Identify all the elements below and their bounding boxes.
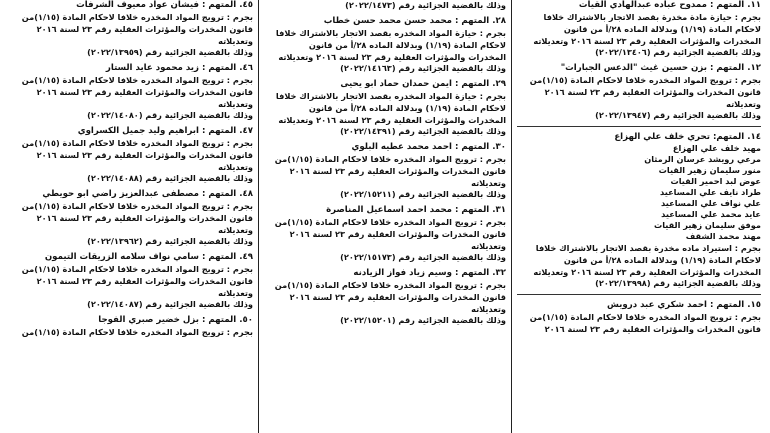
defendant-group bbox=[517, 132, 761, 289]
co-defendant-name: موفق سليمان زهير القيات bbox=[653, 220, 761, 230]
defendant-name: ٤٦. المتهم : زيد محمود عايد الستار bbox=[105, 63, 253, 73]
case-reference: وذلك بالقضية الجزائية رقم (٢٠٢٢/١٥٢٠١) bbox=[340, 315, 506, 325]
co-defendant-name: مرعي رويشد عرسان الرمثان bbox=[644, 154, 761, 164]
charge-text: قانون المخدرات والمؤثرات العقلية رقم ٢٣ لسنة ٢٠١٦ bbox=[544, 87, 761, 97]
case-reference: وذلك بالقضية الجزائية رقم (٢٠٢٢/١٤٠٨٧) bbox=[87, 299, 253, 309]
charge-text: المخدرات والمؤثرات العقلية رقم ٢٣ لسنة ٢٠١٦ وتعديلاته bbox=[278, 52, 506, 62]
defendant-entry bbox=[264, 79, 506, 137]
defendant-entry bbox=[264, 142, 506, 200]
charge-text: وتعديلاته bbox=[471, 241, 506, 251]
defendant-name: ٣١. المتهم : محمد احمد اسماعيل المناصرة bbox=[326, 205, 506, 215]
defendant-name: ١١. المتهم : ممدوح عباده عبدالهادي القيات bbox=[578, 0, 761, 10]
defendant-name: ٢٨. المتهم : محمد حسن محمد حسن خطاب bbox=[323, 16, 506, 26]
column-left bbox=[4, 0, 258, 433]
defendant-entry bbox=[264, 16, 506, 74]
charge-text: لاحكام المادة (١/١٩) وبدلالة الماده ٢٨/أ من قانون bbox=[308, 103, 506, 113]
charge-text: بجرم : ترويج المواد المخدره خلافا لاحكام المادة (١/١٥)من bbox=[21, 201, 253, 211]
charge-text: وتعديلاته bbox=[218, 162, 253, 172]
column-right bbox=[512, 0, 766, 433]
co-defendant-name: عوض لبد احمير القيات bbox=[670, 176, 761, 186]
defendant-name: ٤٨. المتهم : مصطفى عبدالعزيز راضي ابو حويطي bbox=[42, 189, 253, 199]
charge-text: بجرم : ترويج المواد المخدره خلافا لاحكام المادة (١/١٥)من bbox=[21, 264, 253, 274]
charge-text: وتعديلاته bbox=[218, 288, 253, 298]
case-reference: وذلك بالقضية الجزائية رقم (٢٠٢٢/١٤٣٩١) bbox=[340, 126, 506, 136]
defendant-name: ٣٠. المتهم : احمد محمد عطيه البلوي bbox=[351, 142, 506, 152]
charge-text: بجرم : ترويج المواد المخدره خلافا لاحكام المادة (١/١٥)من bbox=[529, 75, 761, 85]
defendant-entry bbox=[517, 63, 761, 121]
case-reference: وذلك بالقضية الجزائية رقم (٢٠٢٢/١٣٩٤٧) bbox=[595, 110, 761, 120]
charge-text: وتعديلاته bbox=[471, 304, 506, 314]
defendant-name: ٢٩. المتهم : ايمن حمدان حماد ابو يحيى bbox=[340, 79, 506, 89]
charge-text: قانون المخدرات والمؤثرات العقلية رقم ٢٣ لسنة ٢٠١٦ bbox=[289, 229, 506, 239]
charge-text: وتعديلاته bbox=[471, 178, 506, 188]
defendant-entry bbox=[9, 0, 253, 58]
charge-text: قانون المخدرات والمؤثرات العقلية رقم ٢٣ لسنة ٢٠١٦ bbox=[36, 213, 253, 223]
charge-text: قانون المخدرات والمؤثرات العقلية رقم ٢٣ لسنة ٢٠١٦ bbox=[544, 324, 761, 334]
defendant-entry bbox=[517, 0, 761, 58]
charge-text: قانون المخدرات والمؤثرات العقلية رقم ٢٣ لسنة ٢٠١٦ bbox=[289, 166, 506, 176]
case-reference: وذلك بالقضية الجزائية رقم (٢٠٢٢/١٣٩٦٢) bbox=[87, 236, 253, 246]
column-middle bbox=[258, 0, 512, 433]
defendant-name: ١٢. المتهم : بزن حسين غيث "الدعس الجبارات" bbox=[560, 63, 761, 73]
defendant-entry bbox=[264, 268, 506, 326]
co-defendant-name: مهند محمد الشقف bbox=[685, 231, 761, 241]
charge-text: قانون المخدرات والمؤثرات العقلية رقم ٢٣ لسنة ٢٠١٦ bbox=[36, 24, 253, 34]
defendant-name: ٣٢. المتهم : وسيم زياد فواز الزيادنه bbox=[353, 268, 506, 278]
section-divider bbox=[517, 294, 761, 295]
case-reference: وذلك بالقضية الجزائية رقم (٢٠٢٢/١٤٧٣) bbox=[345, 0, 506, 10]
defendant-entry bbox=[264, 205, 506, 263]
charge-text: وتعديلاته bbox=[726, 99, 761, 109]
defendant-entry bbox=[517, 300, 761, 335]
defendant-name: ٤٩. المتهم : سامي نواف سلامه الزريقات التيمون bbox=[44, 252, 253, 262]
charge-text: لاحكام المادة (١/١٩) وبدلالة الماده ٢٨/أ من قانون bbox=[563, 24, 761, 34]
charge-text: بجرم : ترويج المواد المخدره خلافا لاحكام المادة (١/١٥)من bbox=[21, 138, 253, 148]
defendant-name: ١٥. المتهم : احمد شكري عبد درويش bbox=[607, 300, 761, 310]
defendant-entry bbox=[9, 63, 253, 121]
charge-text: وتعديلاته bbox=[218, 225, 253, 235]
case-reference: وذلك بالقضية الجزائية رقم (٢٠٢٢/١٥٢١١) bbox=[340, 189, 506, 199]
case-reference: وذلك بالقضية الجزائية رقم (٢٠٢٢/١٥١٧٣) bbox=[340, 252, 506, 262]
case-reference: وذلك بالقضية الجزائية رقم (٢٠٢٢/١٤٠٨٨) bbox=[87, 173, 253, 183]
charge-text: بجرم : ترويج المواد المخدره خلافا لاحكام المادة (١/١٥)من bbox=[274, 280, 506, 290]
charge-text: لاحكام المادة (١/١٩) وبدلالة الماده ٢٨/أ من قانون bbox=[308, 40, 506, 50]
charge-text: قانون المخدرات والمؤثرات العقلية رقم ٢٣ لسنة ٢٠١٦ bbox=[36, 87, 253, 97]
co-defendant-name: علي نواف علي المساعيد bbox=[661, 198, 761, 208]
defendant-entry bbox=[264, 0, 506, 11]
charge-text: المخدرات والمؤثرات العقلية رقم ٢٣ لسنة ٢٠١٦ وتعديلاته bbox=[533, 267, 761, 277]
charge-text: بجرم : ترويج المواد المخدره خلافا لاحكام المادة (١/١٥)من bbox=[529, 312, 761, 322]
co-defendant-name: مهيد خلف علي الهزاع bbox=[672, 143, 761, 153]
case-reference: وذلك بالقضية الجزائية رقم (٢٠٢٢/١٣٩٩٨) bbox=[595, 278, 761, 288]
defendant-entry bbox=[9, 189, 253, 247]
co-defendant-name: منور سليمان زهير القيات bbox=[658, 165, 761, 175]
charge-text: المخدرات والمؤثرات العقلية رقم ٢٣ لسنة ٢٠١٦ وتعديلاته bbox=[278, 115, 506, 125]
charge-text: بجرم : ترويج المواد المخدره خلافا لاحكام المادة (١/١٥)من bbox=[21, 75, 253, 85]
defendant-entry bbox=[9, 126, 253, 184]
charge-text: بجرم : ترويج المواد المخدره خلافا لاحكام المادة (١/١٥)من bbox=[21, 327, 253, 337]
charge-text: قانون المخدرات والمؤثرات العقلية رقم ٢٣ لسنة ٢٠١٦ bbox=[289, 292, 506, 302]
defendant-entry bbox=[9, 252, 253, 310]
defendant-name: ٥٠. المتهم : بزل خضير صبري الفوجا bbox=[98, 315, 253, 325]
co-defendant-name: طراد نايف علي المساعيد bbox=[660, 187, 761, 197]
charge-text: بجرم : استيراد ماده مخدرة بقصد الاتجار بالاشتراك خلافا bbox=[535, 243, 761, 253]
case-reference: وذلك بالقضية الجزائية رقم (٢٠٢٢/١٤١٦٣) bbox=[340, 63, 506, 73]
co-defendant-name: عايد محمد علي المساعيد bbox=[661, 209, 761, 219]
charge-text: قانون المخدرات والمؤثرات العقلية رقم ٢٣ لسنة ٢٠١٦ bbox=[36, 150, 253, 160]
charge-text: المخدرات والمؤثرات العقلية رقم ٢٣ لسنة ٢٠١٦ وتعديلاته bbox=[533, 36, 761, 46]
defendant-name: ٤٧. المتهم : ابراهيم وليد جميل الكسراوي bbox=[77, 126, 253, 136]
case-reference: وذلك بالقضية الجزائية رقم (٢٠٢٢/١٤٠٨٠) bbox=[87, 110, 253, 120]
charge-text: وتعديلاته bbox=[218, 99, 253, 109]
charge-text: قانون المخدرات والمؤثرات العقلية رقم ٢٣ لسنة ٢٠١٦ bbox=[36, 276, 253, 286]
charge-text: بجرم : ترويج المواد المخدره خلافا لاحكام المادة (١/١٥)من bbox=[21, 12, 253, 22]
defendant-name: ٤٥. المتهم : فيشان عواد معيوف الشرفات bbox=[76, 0, 253, 10]
charge-text: بجرم : حيازة المواد المخدره بقصد الاتجار بالاشتراك خلافا bbox=[275, 28, 506, 38]
charge-text: وتعديلاته bbox=[218, 36, 253, 46]
defendant-entry bbox=[9, 315, 253, 338]
charge-text: بجرم : ترويج المواد المخدره خلافا لاحكام المادة (١/١٥)من bbox=[274, 217, 506, 227]
case-reference: وذلك بالقضية الجزائية رقم (٢٠٢٢/١٣٤٠٦) bbox=[595, 47, 761, 57]
charge-text: بجرم : ترويج المواد المخدره خلافا لاحكام المادة (١/١٥)من bbox=[274, 154, 506, 164]
charge-text: بجرم : حيازة مادة مخدرة بقصد الاتجار بالاشتراك خلافا bbox=[543, 12, 761, 22]
defendant-name: ١٤. المتهم: تحري خلف علي الهزاع bbox=[614, 132, 761, 142]
section-divider bbox=[517, 126, 761, 127]
charge-text: بجرم : حيازة المواد المخدره بقصد الاتجار بالاشتراك خلافا bbox=[275, 91, 506, 101]
charge-text: لاحكام المادة (١/١٩) وبدلالة الماده ٢٨/أ من قانون bbox=[563, 255, 761, 265]
case-reference: وذلك بالقضية الجزائية رقم (٢٠٢٢/١٣٩٥٩) bbox=[87, 47, 253, 57]
